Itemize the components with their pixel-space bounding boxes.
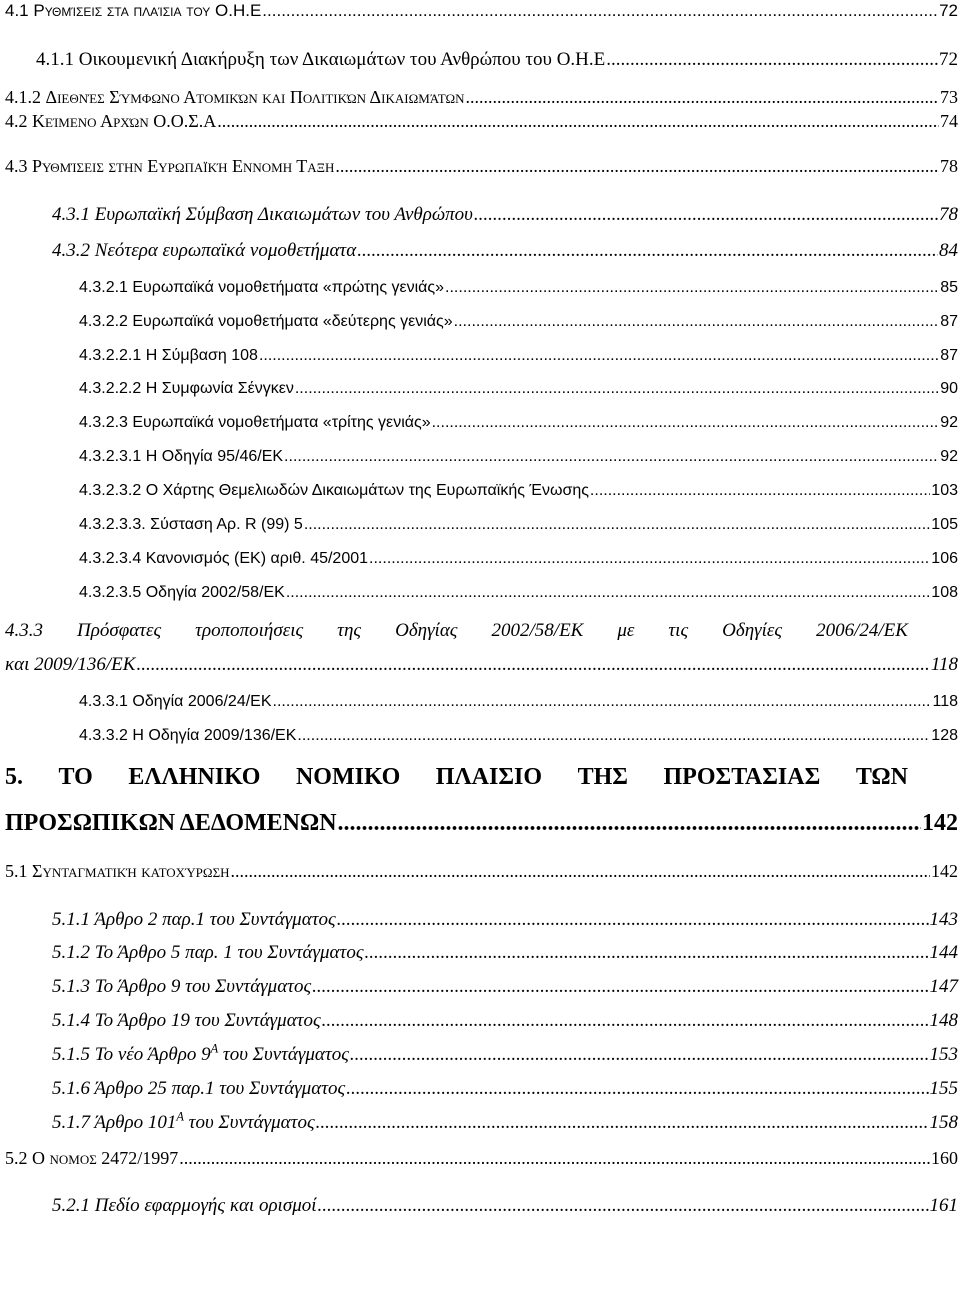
- toc-entry-4-3-2-3-2[interactable]: [79, 482, 958, 500]
- toc-page-number: 90: [940, 380, 958, 397]
- leader-dots: [217, 112, 939, 132]
- word: Οδηγίες: [722, 620, 783, 641]
- toc-entry-4-3-2-1[interactable]: [79, 279, 958, 297]
- toc-entry-label: 5.2.1 Πεδίο εφαρμογής και ορισμοί: [52, 1195, 317, 1216]
- leader-dots: [445, 279, 939, 297]
- word: ΤΟ: [58, 764, 93, 790]
- toc-entry-5-2[interactable]: [5, 1149, 958, 1169]
- leader-dots: [432, 414, 940, 432]
- toc-entry-label: 5.1.2 Το Άρθρο 5 παρ. 1 του Συντάγματος: [52, 942, 364, 963]
- word: της: [337, 620, 362, 641]
- leader-dots: [466, 88, 939, 108]
- toc-page-number: 106: [931, 550, 958, 567]
- toc-entry-4-3-2-3-4[interactable]: [79, 550, 958, 568]
- toc-entry-label: 4.3.2.3.4 Κανονισμός (ΕΚ) αριθ. 45/2001: [79, 550, 369, 567]
- leader-dots: [304, 516, 930, 534]
- toc-page-number: 108: [931, 584, 958, 601]
- toc-page-number: 148: [929, 1010, 958, 1031]
- word: Πρόσφατες: [76, 620, 162, 641]
- toc-page-number: 143: [929, 909, 958, 930]
- toc-page-number: 74: [940, 111, 958, 131]
- toc-page-number: 87: [940, 347, 958, 364]
- leader-dots: [365, 943, 929, 964]
- toc-entry-label: 4.3.2 Νεότερα ευρωπαϊκά νομοθετήματα: [52, 240, 357, 261]
- word: τροποποιήσεις: [195, 620, 304, 641]
- word: 5.: [5, 764, 23, 790]
- toc-page-number: 103: [931, 482, 958, 499]
- word: 4.3.3: [5, 620, 43, 641]
- toc-page-number: 155: [929, 1078, 958, 1099]
- leader-dots: [179, 1149, 930, 1169]
- toc-page-number: 118: [930, 654, 958, 675]
- toc-entry-4-3-3-line1[interactable]: [5, 620, 908, 642]
- leader-dots: [369, 550, 930, 568]
- toc-entry-5-1-1[interactable]: [52, 910, 958, 931]
- toc-entry-4-3-3-1[interactable]: [79, 693, 958, 711]
- leader-dots: [338, 810, 921, 836]
- toc-page-number: 78: [940, 156, 958, 176]
- toc-entry-4-1[interactable]: [5, 2, 958, 21]
- toc-chapter-5-line1[interactable]: [5, 764, 908, 791]
- toc-entry-label: 4.3.3.1 Οδηγία 2006/24/ΕΚ: [79, 693, 272, 710]
- toc-entry-4-1-2[interactable]: [5, 88, 958, 108]
- toc-entry-label: 4.3.2.1 Ευρωπαϊκά νομοθετήματα «πρώτης γενιάς»: [79, 279, 445, 296]
- toc-entry-label: 4.3.2.3.3. Σύσταση Αρ. R (99) 5: [79, 516, 303, 533]
- toc-entry-5-2-1[interactable]: [52, 1196, 958, 1217]
- toc-page-number: 72: [939, 49, 958, 70]
- toc-entry-4-3-2-3[interactable]: [79, 414, 958, 432]
- leader-dots: [262, 2, 938, 21]
- word: ΤΩΝ: [855, 764, 908, 790]
- leader-dots: [284, 448, 939, 466]
- leader-dots: [259, 347, 939, 365]
- leader-dots: [350, 1045, 929, 1066]
- leader-dots: [136, 655, 929, 676]
- word: Οδηγίας: [395, 620, 458, 641]
- word: με: [617, 620, 635, 641]
- toc-entry-5-1[interactable]: [5, 862, 958, 882]
- toc-entry-5-1-7[interactable]: [52, 1109, 958, 1134]
- leader-dots: [606, 50, 938, 71]
- toc-entry-4-3-2-2-1[interactable]: [79, 347, 958, 365]
- toc-entry-label: 5.1.7 Άρθρο $101^A$ του Συντάγματος: [52, 1109, 315, 1133]
- toc-entry-label: 5.1.4 Το Άρθρο 19 του Συντάγματος: [52, 1010, 321, 1031]
- toc-page-number: 92: [940, 414, 958, 431]
- toc-entry-5-1-4[interactable]: [52, 1011, 958, 1032]
- toc-entry-4-3[interactable]: [5, 157, 958, 177]
- toc-entry-label: 4.1 Ρυθμίσεις στα πλαίσια του Ο.Η.Ε: [5, 1, 262, 20]
- toc-entry-5-1-5[interactable]: [52, 1041, 958, 1066]
- word: ΠΛΑΙΣΙΟ: [435, 764, 543, 790]
- toc-entry-4-3-3-line2[interactable]: [5, 655, 958, 676]
- toc-page-number: 128: [931, 727, 958, 744]
- toc-entry-4-3-2[interactable]: [52, 241, 958, 262]
- toc-entry-label: 4.3.2.3.2 Ο Χάρτης Θεμελιωδών Δικαιωμάτων της Ευρωπαϊκής Ένωσης: [79, 482, 589, 499]
- toc-entry-label: 4.1.2 Διεθνές Σύμφωνο Ατομικών και Πολιτικών Δικαιωμάτων: [5, 87, 465, 107]
- leader-dots: [474, 205, 938, 226]
- toc-page-number: 92: [940, 448, 958, 465]
- toc-entry-label: 4.2 Κείμενο Αρχών Ο.Ο.Σ.Α: [5, 111, 217, 131]
- toc-entry-4-3-2-3-5[interactable]: [79, 584, 958, 602]
- toc-entry-label: 4.3.2.2.1 Η Σύμβαση 108: [79, 347, 258, 364]
- toc-page-number: 153: [929, 1044, 958, 1065]
- toc-entry-label: και 2009/136/ΕΚ: [5, 654, 136, 675]
- leader-dots: [346, 1079, 928, 1100]
- toc-page-number: 158: [929, 1112, 958, 1133]
- toc-entry-4-3-2-2-2[interactable]: [79, 380, 958, 398]
- toc-entry-label: 4.3.2.2 Ευρωπαϊκά νομοθετήματα «δεύτερης γενιάς»: [79, 313, 453, 330]
- word: ΠΡΟΣΤΑΣΙΑΣ: [663, 764, 821, 790]
- toc-entry-label: 5.1 Συνταγματική κατοχύρωση: [5, 861, 230, 881]
- toc-entry-5-1-2[interactable]: [52, 943, 958, 964]
- toc-entry-label: 5.1.6 Άρθρο 25 παρ.1 του Συντάγματος: [52, 1078, 346, 1099]
- toc-entry-label: 4.1.1 Οικουμενική Διακήρυξη των Δικαιωμάτων του Ανθρώπου του Ο.Η.Ε: [36, 49, 606, 70]
- toc-page-number: 84: [939, 240, 958, 261]
- leader-dots: [337, 910, 929, 931]
- word: ΕΛΛΗΝΙΚΟ: [128, 764, 261, 790]
- toc-entry-label: 4.3.2.3 Ευρωπαϊκά νομοθετήματα «τρίτης γενιάς»: [79, 414, 431, 431]
- leader-dots: [335, 157, 939, 177]
- leader-dots: [357, 241, 938, 262]
- toc-page-number: 73: [940, 87, 958, 107]
- toc-page-number: 72: [939, 1, 958, 20]
- toc-page-number: 142: [931, 861, 958, 881]
- toc-chapter-5-line2[interactable]: [5, 810, 958, 836]
- toc-page-number: 105: [931, 516, 958, 533]
- leader-dots: [286, 584, 930, 602]
- toc-entry-label: 4.3.1 Ευρωπαϊκή Σύμβαση Δικαιωμάτων του Ανθρώπου: [52, 204, 473, 225]
- toc-page-number: 78: [939, 204, 958, 225]
- toc-page-number: 118: [932, 693, 958, 710]
- toc-entry-4-3-2-3-3[interactable]: [79, 516, 958, 534]
- toc-entry-label: 4.3.2.3.5 Οδηγία 2002/58/ΕΚ: [79, 584, 285, 601]
- word: τις: [668, 620, 689, 641]
- toc-entry-5-1-6[interactable]: [52, 1079, 958, 1100]
- toc-entry-4-3-1[interactable]: [52, 205, 958, 226]
- toc-entry-label: 4.3 Ρυθμίσεις στην Ευρωπαϊκή Εννομη Ταξη: [5, 156, 335, 176]
- leader-dots: [590, 482, 930, 500]
- leader-dots: [295, 380, 939, 398]
- toc-entry-4-3-2-3-1[interactable]: [79, 448, 958, 466]
- toc-page-number: 85: [940, 279, 958, 296]
- toc-entry-5-1-3[interactable]: [52, 977, 958, 998]
- leader-dots: [318, 1196, 929, 1217]
- leader-dots: [454, 313, 940, 331]
- toc-page-number: 161: [929, 1195, 958, 1216]
- toc-page-number: 144: [929, 942, 958, 963]
- toc-entry-label: 4.3.2.3.1 Η Οδηγία 95/46/ΕΚ: [79, 448, 284, 465]
- toc-entry-label: 5.1.3 Το Άρθρο 9 του Συντάγματος: [52, 976, 312, 997]
- toc-entry-label: 5.1.1 Άρθρο 2 παρ.1 του Συντάγματος: [52, 909, 336, 930]
- leader-dots: [316, 1113, 929, 1134]
- toc-entry-label: 5.2 Ο νομος 2472/1997: [5, 1148, 179, 1168]
- toc-entry-4-3-3-2[interactable]: [79, 727, 958, 745]
- toc-page-number: 160: [931, 1148, 958, 1168]
- leader-dots: [231, 862, 930, 882]
- leader-dots: [312, 977, 928, 998]
- toc-entry-label: ΠΡΟΣΩΠΙΚΩΝ ΔΕΔΟΜΕΝΩΝ: [5, 810, 337, 836]
- word: ΤΗΣ: [577, 764, 628, 790]
- word: 2006/24/ΕΚ: [816, 620, 908, 641]
- toc-page-number: 147: [929, 976, 958, 997]
- toc-entry-4-1-1[interactable]: [36, 50, 958, 71]
- leader-dots: [297, 727, 930, 745]
- toc-entry-label: 4.3.3.2 Η Οδηγία 2009/136/ΕΚ: [79, 727, 297, 744]
- toc-page-number: 142: [922, 810, 958, 836]
- toc-entry-4-3-2-2[interactable]: [79, 313, 958, 331]
- word: ΝΟΜΙΚΟ: [295, 764, 401, 790]
- leader-dots: [273, 693, 932, 711]
- leader-dots: [322, 1011, 929, 1032]
- toc-entry-4-2[interactable]: [5, 112, 958, 132]
- toc-page-number: 87: [940, 313, 958, 330]
- word: 2002/58/ΕΚ: [491, 620, 584, 641]
- toc-entry-label: 4.3.2.2.2 Η Συμφωνία Σένγκεν: [79, 380, 294, 397]
- toc-entry-label: 5.1.5 Το νέο Άρθρο $9^A$ του Συντάγματος: [52, 1041, 349, 1065]
